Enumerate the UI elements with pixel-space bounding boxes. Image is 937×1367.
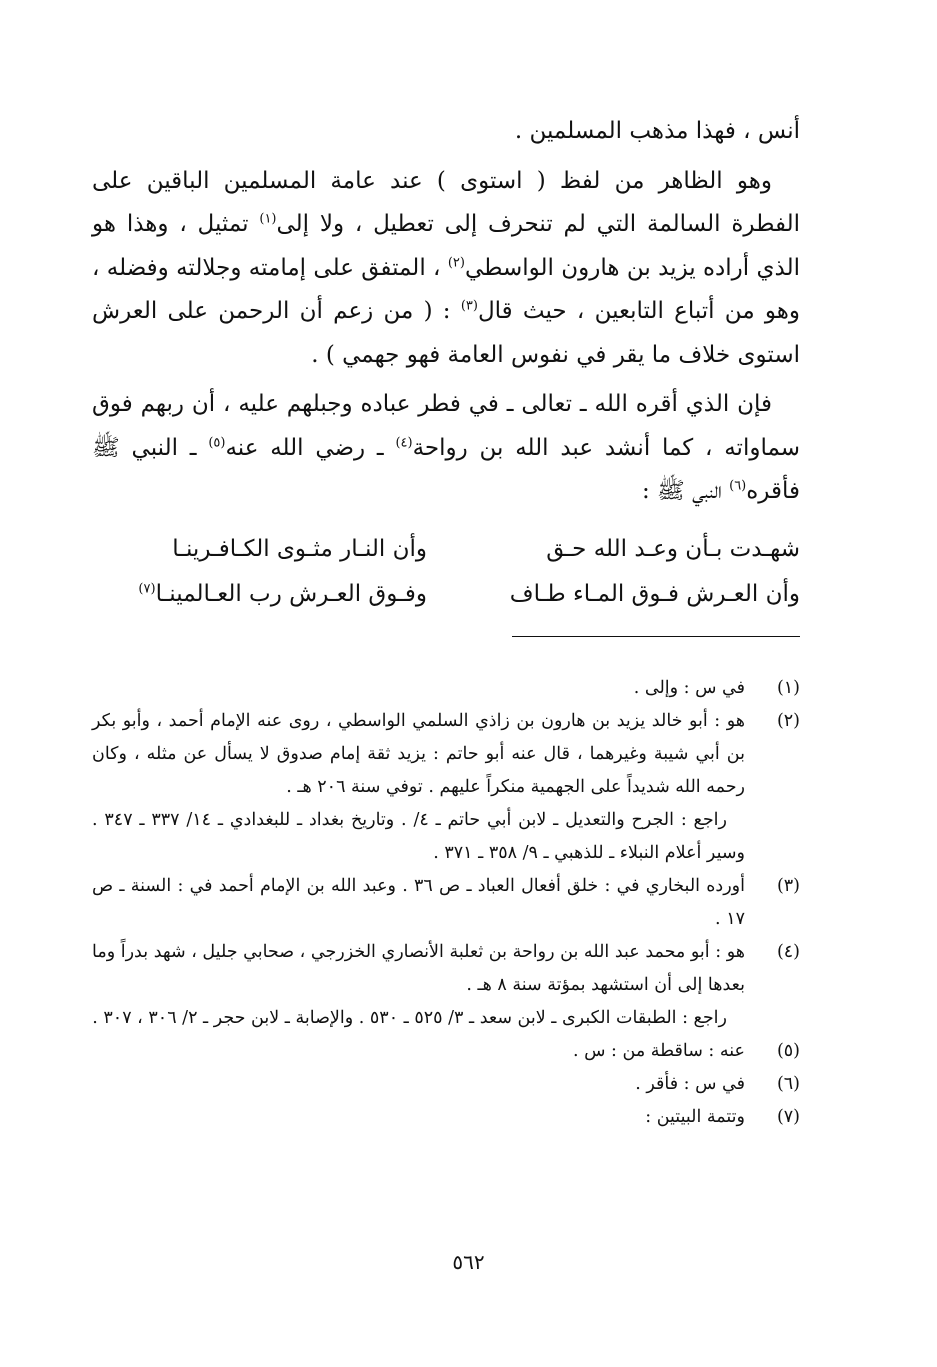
paragraph-3-text-c: ـ النبي ﷺ فأقره <box>92 434 800 504</box>
paragraph-1 <box>92 110 800 154</box>
page-number: ٥٦٢ <box>452 1250 485 1274</box>
footnote-text: عنه : ساقطة من : س . <box>573 1041 745 1061</box>
paragraph-1-text: أنس ، فهذا مذهب المسلمين . <box>514 118 800 144</box>
footnote-2 <box>92 705 800 870</box>
main-text <box>92 110 800 514</box>
paragraph-3-text-b: ـ رضي الله عنه <box>225 434 384 461</box>
footnote-number: (٢) <box>776 711 800 731</box>
footnote-separator <box>512 636 800 637</box>
verse-1-first-hemistich: شهـدت بـأن وعـد الله حـق <box>546 536 800 562</box>
footnote-number: (٧) <box>776 1107 800 1127</box>
footnote-number: (٦) <box>776 1074 800 1094</box>
paragraph-2-text-d: : ( من زعم أن الرحمن على العرش استوى خلاف ما يقر في نفوس العامة فهو جهمي ) . <box>92 298 800 368</box>
footnote-4 <box>92 936 800 1035</box>
footnote-ref-5[interactable]: (٥) <box>208 434 226 450</box>
verse-line-1 <box>92 527 800 571</box>
footnote-number: (١) <box>776 678 800 698</box>
paragraph-2 <box>92 160 800 378</box>
paragraph-3 <box>92 383 800 514</box>
footnote-number: (٤) <box>776 942 800 962</box>
verse-1-second-hemistich: وأن النـار مثـوى الكـافـرينـا <box>172 536 427 562</box>
paragraph-2-text-c: ، المتفق على إمامته وجلالته وفضله ، وهو من أتباع التابعين ، حيث قال <box>92 254 800 324</box>
footnote-7 <box>92 1101 800 1134</box>
paragraph-2-text-b: تمثيل ، وهذا هو الذي أراده يزيد بن هارون الواسطي <box>92 211 800 281</box>
footnote-ref-6[interactable]: (٦) <box>729 478 747 494</box>
paragraph-2-text: وهو الظاهر من لفظ ( استوى ) عند عامة المسلمين الباقين على الفطرة السالمة التي لم تنحرف إلى تعطيل ، ولا إلى <box>92 167 800 237</box>
footnote-text: وتتمة البيتين : <box>645 1107 745 1127</box>
footnote-text: في س : وإلى . <box>633 678 745 698</box>
footnotes <box>92 672 800 1134</box>
footnote-number: (٣) <box>776 876 800 896</box>
footnote-ref-2[interactable]: (٢) <box>447 254 465 270</box>
verse-2-second-hemistich <box>92 572 427 616</box>
footnote-reference: راجع : الجرح والتعديل ـ لابن أبي حاتم ـ ٤/ . وتاريخ بغداد ـ للبغدادي ـ ١٤/ ٣٣٧ ـ ٣٤٧ . وسير أعلام النبلاء ـ للذهبي ـ ٩/ ٣٥٨ ـ ٣٧١ . <box>92 810 745 863</box>
verse-line-2 <box>92 572 800 616</box>
footnote-ref-7[interactable]: (٧) <box>138 581 156 597</box>
footnote-3 <box>92 870 800 936</box>
footnote-ref-4[interactable]: (٤) <box>395 434 413 450</box>
footnote-text: هو : أبو خالد يزيد بن هارون بن زاذي السلمي الواسطي ، روى عنه الإمام أحمد ، وأبو بكر بن أبي شيبة وغيرهما ، قال عنه أبو حاتم : يزيد ثقة إمام صدوق لا يسأل عن مثله ، وكان رحمه الله شديداً على الجهمية منكراً عليهم . توفي سنة ٢٠٦ هـ . <box>92 711 745 797</box>
paragraph-3-text-d: النبي ﷺ : <box>641 478 722 504</box>
footnote-ref-3[interactable]: (٣) <box>460 298 478 314</box>
footnote-1 <box>92 672 800 705</box>
footnote-text: أورده البخاري في : خلق أفعال العباد ـ ص ٣٦ . وعبد الله بن الإمام أحمد في : السنة ـ ص ١٧ . <box>92 876 745 929</box>
footnote-5 <box>92 1035 800 1068</box>
footnote-ref-1[interactable]: (١) <box>259 211 277 227</box>
paragraph-3-text: فإن الذي أقره الله ـ تعالى ـ في فطر عباده وجبلهم عليه ، أن ربهم فوق سماواته ، كما أنشد عبد الله بن رواحة <box>92 391 801 461</box>
footnote-text: في س : فأقر . <box>635 1074 745 1094</box>
footnote-number: (٥) <box>776 1041 800 1061</box>
footnote-text: هو : أبو محمد عبد الله بن رواحة بن ثعلبة الأنصاري الخزرجي ، صحابي جليل ، شهد بدراً وما بعدها إلى أن استشهد بمؤتة سنة ٨ هـ . <box>92 942 745 995</box>
footnote-reference: راجع : الطبقات الكبرى ـ لابن سعد ـ ٣/ ٥٢٥ ـ ٥٣٠ . والإصابة ـ لابن حجر ـ ٢/ ٣٠٦ ، ٣٠٧ . <box>92 1008 727 1028</box>
footnote-6 <box>92 1068 800 1101</box>
verse-2-second-hemistich-text: وفـوق العـرش رب العـالمينـا <box>155 581 427 607</box>
verse-2-first-hemistich: وأن العـرش فـوق المـاء طـاف <box>509 581 800 607</box>
